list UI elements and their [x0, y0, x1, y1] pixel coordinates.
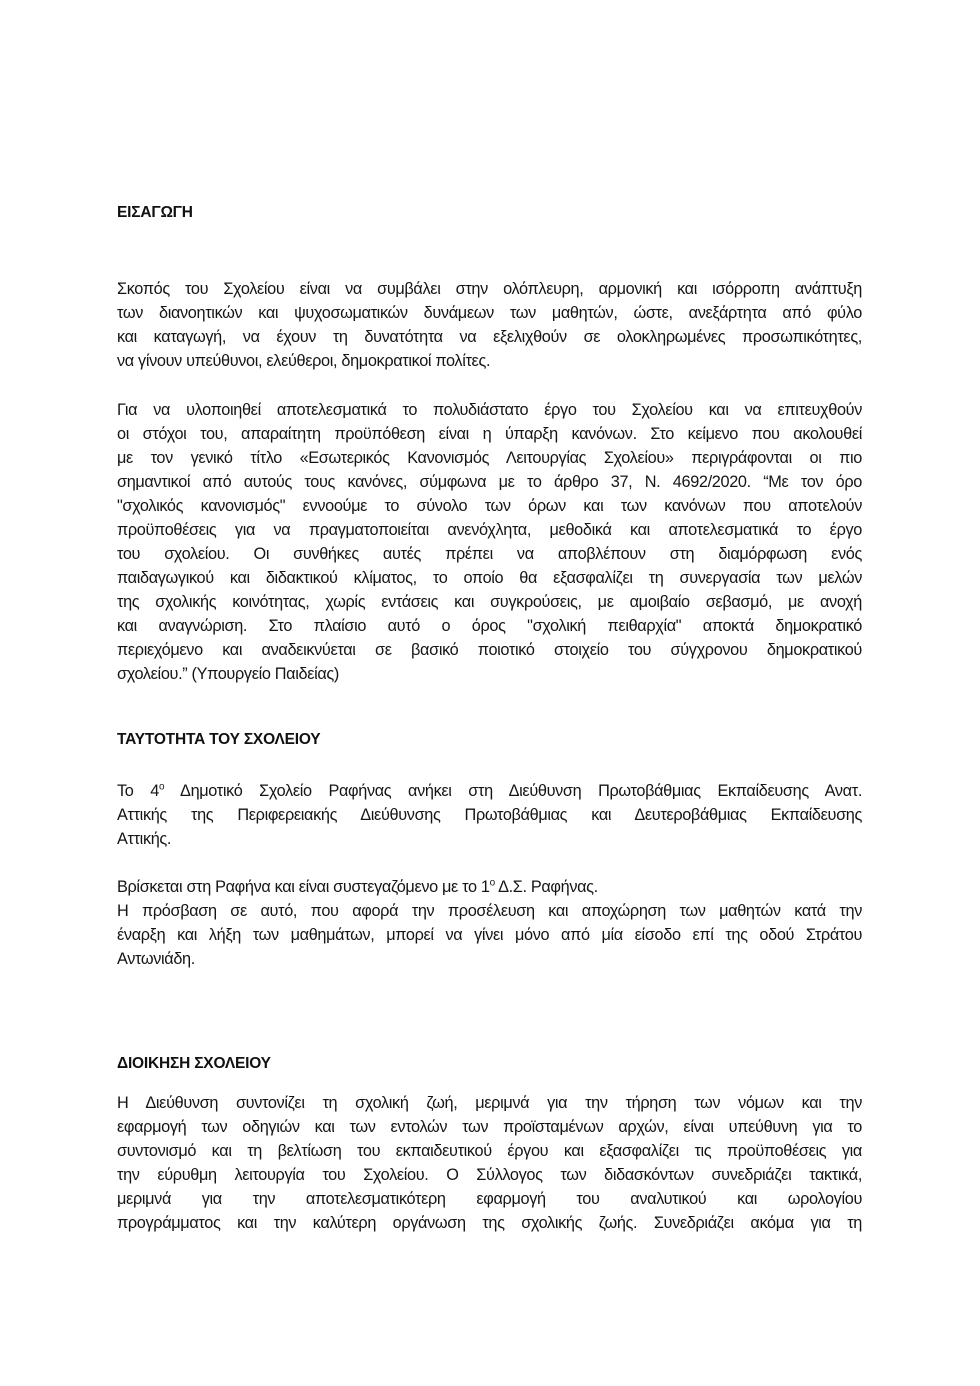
- text-line: μεριμνά για την αποτελεσματικότερη εφαρμογή του αναλυτικού και ωρολογίου: [117, 1190, 862, 1208]
- text-line: "σχολικός κανονισμός" εννοούμε το σύνολο των όρων και των κανόνων που αποτελούν: [117, 497, 862, 515]
- text-line: περιεχόμενο και αναδεικνύεται σε βασικό ποιοτικό στοιχείο του σύγχρονου δημοκρατικού: [117, 641, 862, 659]
- text-line: Βρίσκεται στη Ραφήνα και είναι συστεγαζόμενο με το $1^o$ Δ.Σ. Ραφήνας.: [117, 877, 598, 896]
- text-line: Το $4^o$ Δημοτικό Σχολείο Ραφήνας ανήκει στη Διεύθυνση Πρωτοβάθμιας Εκπαίδευσης Ανατ.: [117, 781, 862, 800]
- text-line: προϋποθέσεις για να πραγματοποιείται ανενόχλητα, μεθοδικά και αποτελεσματικά το έργο: [117, 521, 862, 539]
- text-line: εφαρμογή των οδηγιών και των εντολών των προϊσταμένων αρχών, είναι υπεύθυνη για το: [117, 1118, 862, 1136]
- text-line: και καταγωγή, να έχουν τη δυνατότητα να εξελιχθούν σε ολοκληρωμένες προσωπικότητες,: [117, 328, 862, 346]
- text-line: Σκοπός του Σχολείου είναι να συμβάλει στην ολόπλευρη, αρμονική και ισόρροπη ανάπτυξη: [117, 280, 862, 298]
- text-line: προγράμματος και την καλύτερη οργάνωση της σχολικής ζωής. Συνεδριάζει ακόμα για τη: [117, 1214, 862, 1232]
- text-line: να γίνουν υπεύθυνοι, ελεύθεροι, δημοκρατικοί πολίτες.: [117, 352, 491, 370]
- paragraph-purpose: [117, 277, 862, 373]
- text-line: την εύρυθμη λειτουργία του Σχολείου. Ο Σύλλογος των διδασκόντων συνεδριάζει τακτικά,: [117, 1166, 862, 1184]
- section-heading-school-identity: ΤΑΥΤΟΤΗΤΑ ΤΟΥ ΣΧΟΛΕΙΟΥ: [117, 731, 321, 748]
- ordinal-superscript: ο: [489, 877, 495, 889]
- text-line: της σχολικής κοινότητας, χωρίς εντάσεις και συγκρούσεις, με αμοιβαίο σεβασμό, με ανοχή: [117, 593, 862, 611]
- ordinal-superscript: ο: [158, 781, 165, 793]
- paragraph-school-affiliation: [117, 779, 862, 851]
- text-line: και αναγνώριση. Στο πλαίσιο αυτό ο όρος "σχολική πειθαρχία" αποκτά δημοκρατικό: [117, 617, 862, 635]
- section-heading-introduction: ΕΙΣΑΓΩΓΗ: [117, 204, 193, 221]
- text-line: σημαντικοί από αυτούς τους κανόνες, σύμφωνα με το άρθρο 37, Ν. 4692/2020. “Με τον όρο: [117, 473, 862, 491]
- text-line: Αντωνιάδη.: [117, 950, 195, 968]
- section-heading-school-administration: ΔΙΟΙΚΗΣΗ ΣΧΟΛΕΙΟΥ: [117, 1055, 271, 1072]
- text-line: συντονισμό και τη βελτίωση του εκπαιδευτικού έργου και εξασφαλίζει τις προϋποθέσεις για: [117, 1142, 862, 1160]
- paragraph-administration: [117, 1091, 862, 1235]
- text-line: των διανοητικών και ψυχοσωματικών δυνάμεων των μαθητών, ώστε, ανεξάρτητα από φύλο: [117, 304, 862, 322]
- text-line: σχολείου.” (Υπουργείο Παιδείας): [117, 665, 340, 683]
- text-line: του σχολείου. Οι συνθήκες αυτές πρέπει να αποβλέπουν στη διαμόρφωση ενός: [117, 545, 862, 563]
- text-line: Αττικής της Περιφερειακής Διεύθυνσης Πρωτοβάθμιας και Δευτεροβάθμιας Εκπαίδευσης: [117, 806, 862, 824]
- text-line: Αττικής.: [117, 830, 172, 848]
- text-line: με τον γενικό τίτλο «Εσωτερικός Κανονισμός Λειτουργίας Σχολείου» περιγράφονται οι πιο: [117, 449, 862, 467]
- paragraph-school-location: [117, 875, 862, 971]
- text-line: Η πρόσβαση σε αυτό, που αφορά την προσέλευση και αποχώρηση των μαθητών κατά την: [117, 902, 862, 920]
- text-line: οι στόχοι του, απαραίτητη προϋπόθεση είναι η ύπαρξη κανόνων. Στο κείμενο που ακολουθεί: [117, 425, 862, 443]
- text-line: Για να υλοποιηθεί αποτελεσματικά το πολυδιάστατο έργο του Σχολείου και να επιτευχθούν: [117, 401, 862, 419]
- paragraph-rules: [117, 398, 862, 686]
- text-line: παιδαγωγικού και διδακτικού κλίματος, το οποίο θα εξασφαλίζει τη συνεργασία των μελών: [117, 569, 862, 587]
- text-line: έναρξη και λήξη των μαθημάτων, μπορεί να γίνει μόνο από μία είσοδο επί της οδού Στράτου: [117, 926, 862, 944]
- text-line: Η Διεύθυνση συντονίζει τη σχολική ζωή, μεριμνά για την τήρηση των νόμων και την: [117, 1094, 862, 1112]
